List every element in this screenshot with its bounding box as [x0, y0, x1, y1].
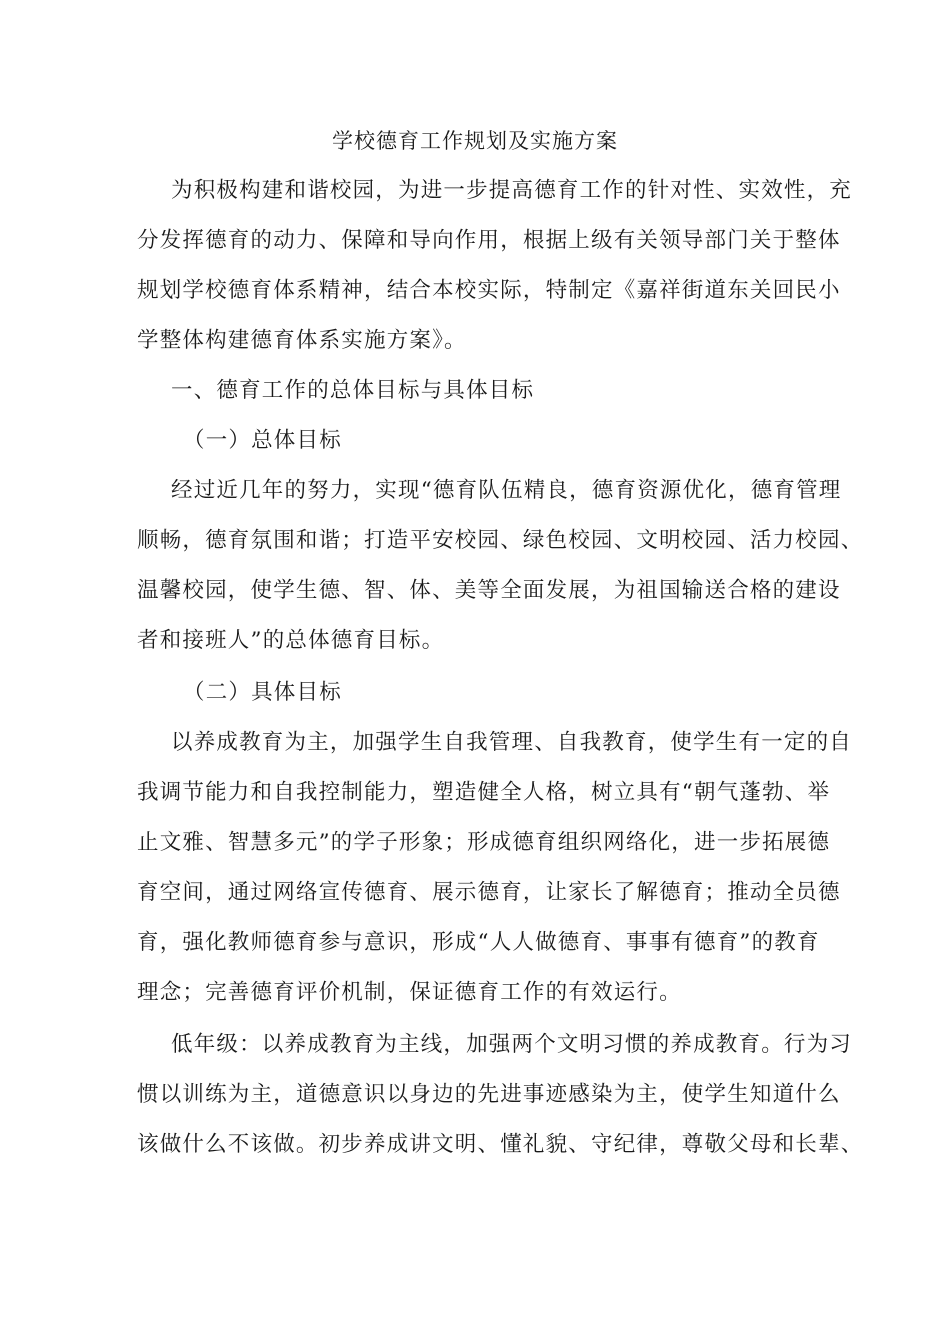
paragraph-line: 分发挥德育的动力、保障和导向作用，根据上级有关领导部门关于整体: [137, 228, 841, 253]
paragraph-line: 以养成教育为主，加强学生自我管理、自我教育，使学生有一定的自: [171, 730, 853, 755]
subsection-heading: （二）具体目标: [183, 680, 342, 705]
paragraph-line: 育，强化教师德育参与意识，形成“人人做德育、事事有德育”的教育: [137, 930, 820, 955]
paragraph-line: 者和接班人”的总体德育目标。: [137, 628, 445, 653]
paragraph-line: 理念；完善德育评价机制，保证德育工作的有效运行。: [137, 980, 682, 1005]
paragraph-line: 我调节能力和自我控制能力，塑造健全人格，树立具有“朝气蓬勃、举: [137, 780, 831, 805]
paragraph-line: 顺畅，德育氛围和谐；打造平安校园、绿色校园、文明校园、活力校园、: [137, 528, 864, 553]
paragraph-line: 低年级：以养成教育为主线，加强两个文明习惯的养成教育。行为习: [171, 1032, 853, 1057]
paragraph-line: 惯以训练为主，道德意识以身边的先进事迹感染为主，使学生知道什么: [137, 1082, 841, 1107]
paragraph-line: 规划学校德育体系精神，结合本校实际，特制定《嘉祥街道东关回民小: [137, 278, 841, 303]
document-title: 学校德育工作规划及实施方案: [332, 129, 618, 153]
paragraph-line: 温馨校园，使学生德、智、体、美等全面发展，为祖国输送合格的建设: [137, 578, 841, 603]
paragraph-line: 经过近几年的努力，实现“德育队伍精良，德育资源优化，德育管理: [171, 478, 842, 503]
section-heading: 一、德育工作的总体目标与具体目标: [171, 378, 535, 403]
paragraph-line: 止文雅、智慧多元”的学子形象；形成德育组织网络化，进一步拓展德: [137, 830, 831, 855]
paragraph-line: 该做什么不该做。初步养成讲文明、懂礼貌、守纪律，尊敬父母和长辈、: [137, 1132, 864, 1157]
subsection-heading: （一）总体目标: [183, 428, 342, 453]
paragraph-line: 学整体构建德育体系实施方案》。: [137, 328, 467, 353]
paragraph-line: 育空间，通过网络宣传德育、展示德育，让家长了解德育；推动全员德: [137, 880, 841, 905]
paragraph-line: 为积极构建和谐校园，为进一步提高德育工作的针对性、实效性，充: [171, 178, 853, 203]
